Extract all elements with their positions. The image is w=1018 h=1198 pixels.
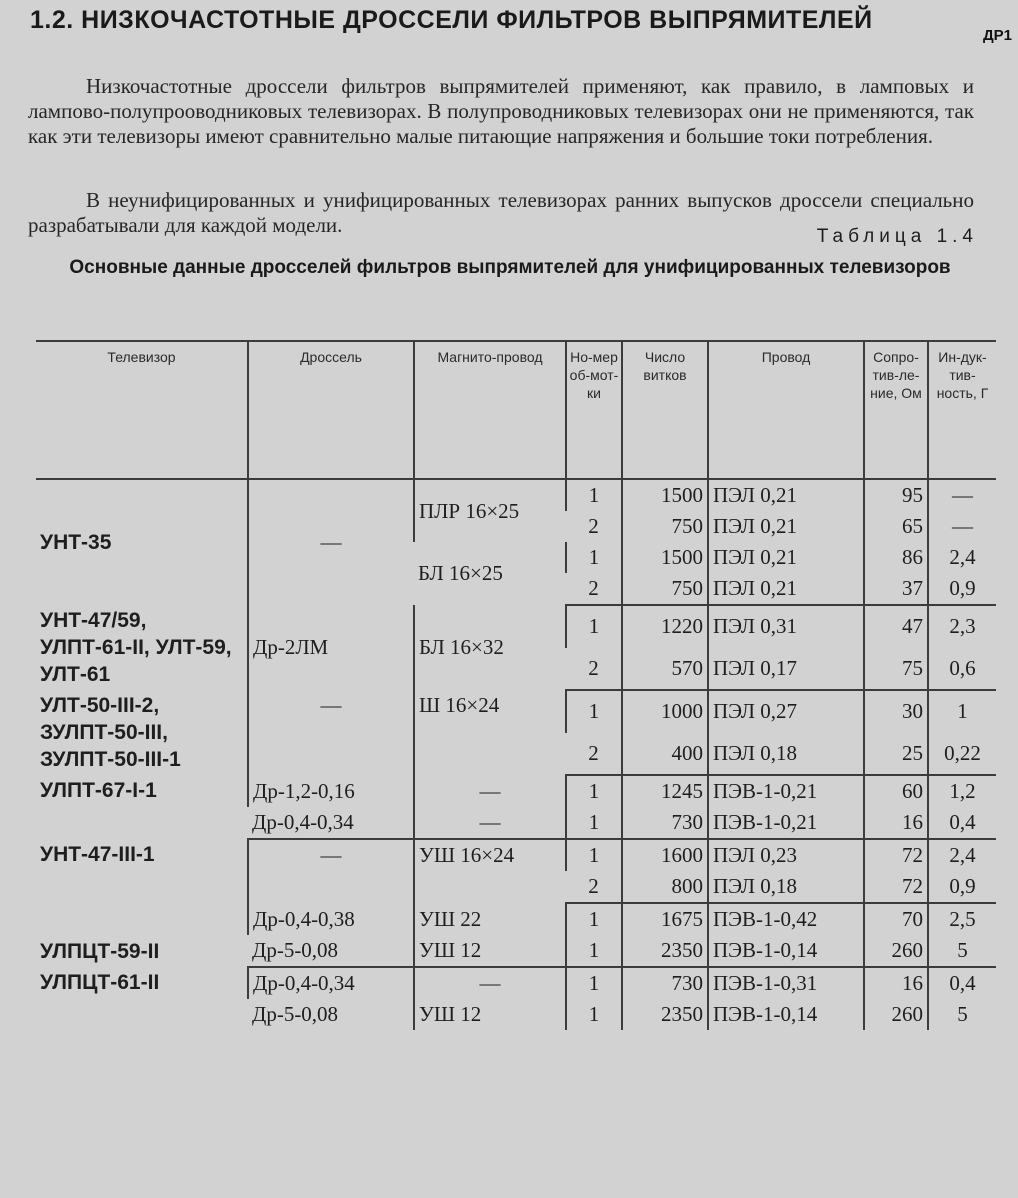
cell-winding: 2 bbox=[566, 648, 622, 691]
cell-core: — bbox=[414, 775, 566, 807]
cell-turns: 2350 bbox=[622, 999, 708, 1030]
header-wire: Провод bbox=[708, 341, 864, 479]
cell-choke: Др-2ЛМ bbox=[248, 605, 414, 690]
cell-inductance: 2,4 bbox=[928, 542, 996, 573]
cell-tv: УНТ-47-III-1 bbox=[40, 843, 155, 866]
cell-inductance: 0,9 bbox=[928, 871, 996, 903]
cell-inductance: 5 bbox=[928, 999, 996, 1030]
table-caption: Основные данные дросселей фильтров выпрямителей для унифицированных телевизоров bbox=[69, 257, 951, 278]
cell-turns: 730 bbox=[622, 807, 708, 839]
cell-resistance: 16 bbox=[864, 967, 928, 999]
cell-wire: ПЭЛ 0,21 bbox=[708, 542, 864, 573]
cell-core: УШ 16×24 bbox=[414, 839, 566, 903]
cell-wire: ПЭЛ 0,21 bbox=[708, 573, 864, 605]
header-choke: Дроссель bbox=[248, 341, 414, 479]
cell-winding: 1 bbox=[566, 807, 622, 839]
cell-resistance: 25 bbox=[864, 733, 928, 776]
cell-turns: 750 bbox=[622, 511, 708, 542]
table-row bbox=[36, 479, 996, 511]
cell-inductance: 0,22 bbox=[928, 733, 996, 776]
cell-resistance: 86 bbox=[864, 542, 928, 573]
cell-tv: УЛПЦТ-61-II bbox=[40, 971, 160, 994]
cell-winding: 1 bbox=[566, 903, 622, 935]
cell-wire: ПЭВ-1-0,21 bbox=[708, 807, 864, 839]
cell-winding: 1 bbox=[566, 542, 622, 573]
cell-wire: ПЭЛ 0,18 bbox=[708, 733, 864, 776]
cell-resistance: 60 bbox=[864, 775, 928, 807]
cell-inductance: 1 bbox=[928, 690, 996, 733]
cell-choke: Др-0,4-0,34 bbox=[248, 807, 414, 839]
cell-wire: ПЭЛ 0,17 bbox=[708, 648, 864, 691]
cell-inductance: 2,3 bbox=[928, 605, 996, 648]
cell-winding: 1 bbox=[566, 935, 622, 967]
cell-core: УШ 12 bbox=[414, 935, 566, 967]
cell-turns: 1500 bbox=[622, 542, 708, 573]
cell-turns: 1500 bbox=[622, 479, 708, 511]
cell-turns: 800 bbox=[622, 871, 708, 903]
cell-choke: — bbox=[248, 690, 414, 775]
cell-choke: Др-0,4-0,34 bbox=[248, 967, 414, 999]
cell-wire: ПЭВ-1-0,42 bbox=[708, 903, 864, 935]
header-core: Магнито-провод bbox=[414, 341, 566, 479]
cell-resistance: 47 bbox=[864, 605, 928, 648]
cell-tv: УЛПТ-67-I-1 bbox=[40, 779, 157, 802]
cell-inductance: 5 bbox=[928, 935, 996, 967]
cell-resistance: 75 bbox=[864, 648, 928, 691]
cell-turns: 570 bbox=[622, 648, 708, 691]
cell-wire: ПЭВ-1-0,31 bbox=[708, 967, 864, 999]
cell-core: УШ 22 bbox=[414, 903, 566, 935]
cell-winding: 1 bbox=[566, 479, 622, 511]
cell-wire: ПЭВ-1-0,21 bbox=[708, 775, 864, 807]
cell-turns: 1000 bbox=[622, 690, 708, 733]
cell-inductance: 0,9 bbox=[928, 573, 996, 605]
cell-turns: 730 bbox=[622, 967, 708, 999]
cell-turns: 1600 bbox=[622, 839, 708, 871]
section-heading: 1.2. НИЗКОЧАСТОТНЫЕ ДРОССЕЛИ ФИЛЬТРОВ ВЫПРЯМИТЕЛЕЙ bbox=[30, 6, 873, 34]
cell-resistance: 72 bbox=[864, 871, 928, 903]
cell-winding: 1 bbox=[566, 775, 622, 807]
cell-wire: ПЭЛ 0,18 bbox=[708, 871, 864, 903]
cell-resistance: 260 bbox=[864, 999, 928, 1030]
cell-inductance: 0,4 bbox=[928, 967, 996, 999]
cell-resistance: 260 bbox=[864, 935, 928, 967]
table-number-label: Таблица 1.4 bbox=[816, 226, 978, 247]
cell-turns: 2350 bbox=[622, 935, 708, 967]
cell-core: ПЛР 16×25 bbox=[414, 479, 566, 542]
paragraph-1: Низкочастотные дроссели фильтров выпрямителей применяют, как правило, в ламповых и лампово-полупрооводниковых телевизорах. В полупроводниковых телевизорах они не применяются, так как эти телевизоры имеют сравнительно малые питающие напряжения и большие токи потребления. bbox=[28, 74, 974, 148]
cell-turns: 750 bbox=[622, 573, 708, 605]
cell-tv: УЛТ-50-III-2, ЗУЛПТ-50-III, ЗУЛПТ-50-III-1 bbox=[40, 694, 181, 771]
cell-winding: 2 bbox=[566, 733, 622, 776]
cell-choke: — bbox=[248, 479, 414, 605]
cell-winding: 1 bbox=[566, 690, 622, 733]
cell-inductance: 0,6 bbox=[928, 648, 996, 691]
cell-resistance: 65 bbox=[864, 511, 928, 542]
cell-core: — bbox=[414, 807, 566, 839]
cell-inductance: — bbox=[928, 479, 996, 511]
cell-inductance: — bbox=[928, 511, 996, 542]
cell-tv: УНТ-47/59, УЛПТ-61-II, УЛТ-59, УЛТ-61 bbox=[40, 609, 232, 686]
header-inductance: Ин-дук-тив-ность, Г bbox=[928, 341, 996, 479]
cell-resistance: 95 bbox=[864, 479, 928, 511]
cell-turns: 1220 bbox=[622, 605, 708, 648]
table-row bbox=[36, 903, 996, 935]
cell-wire: ПЭЛ 0,23 bbox=[708, 839, 864, 871]
cell-wire: ПЭВ-1-0,14 bbox=[708, 935, 864, 967]
cell-wire: ПЭЛ 0,31 bbox=[708, 605, 864, 648]
cell-resistance: 37 bbox=[864, 573, 928, 605]
cell-tv: УНТ-35 bbox=[40, 531, 112, 554]
table-row bbox=[36, 690, 996, 733]
cell-winding: 2 bbox=[566, 573, 622, 605]
cell-wire: ПЭВ-1-0,14 bbox=[708, 999, 864, 1030]
table-row bbox=[36, 775, 996, 807]
cell-resistance: 30 bbox=[864, 690, 928, 733]
cell-inductance: 1,2 bbox=[928, 775, 996, 807]
header-turns: Число витков bbox=[622, 341, 708, 479]
cell-wire: ПЭЛ 0,27 bbox=[708, 690, 864, 733]
cell-core: БЛ 16×25 bbox=[418, 561, 503, 585]
cell-choke: Др-5-0,08 bbox=[248, 935, 414, 967]
cell-core: УШ 12 bbox=[414, 999, 566, 1030]
cell-winding: 1 bbox=[566, 605, 622, 648]
table-row bbox=[36, 967, 996, 999]
cell-core: — bbox=[414, 967, 566, 999]
header-resistance: Сопро-тив-ле-ние, Ом bbox=[864, 341, 928, 479]
cell-turns: 1245 bbox=[622, 775, 708, 807]
cell-tv: УЛПЦТ-59-II bbox=[40, 940, 160, 963]
paragraph-2: В неунифицированных и унифицированных телевизорах ранних выпусков дроссели специально разрабатывали для каждой модели. bbox=[28, 188, 974, 237]
cell-choke: Др-5-0,08 bbox=[252, 1002, 339, 1026]
cell-wire: ПЭЛ 0,21 bbox=[708, 511, 864, 542]
cell-inductance: 2,5 bbox=[928, 903, 996, 935]
cell-inductance: 2,4 bbox=[928, 839, 996, 871]
cell-winding: 1 bbox=[566, 967, 622, 999]
table-row bbox=[36, 605, 996, 648]
header-tv: Телевизор bbox=[36, 341, 248, 479]
cell-winding: 2 bbox=[566, 871, 622, 903]
cell-core: Ш 16×24 bbox=[414, 690, 566, 775]
cell-wire: ПЭЛ 0,21 bbox=[708, 479, 864, 511]
table-header-row bbox=[36, 341, 996, 479]
corner-tag: ДР1 bbox=[982, 27, 1012, 44]
header-winding: Но-мер об-мот-ки bbox=[566, 341, 622, 479]
cell-choke: — bbox=[248, 839, 414, 903]
cell-choke: Др-1,2-0,16 bbox=[248, 775, 414, 807]
cell-winding: 1 bbox=[566, 999, 622, 1030]
cell-resistance: 72 bbox=[864, 839, 928, 871]
cell-winding: 2 bbox=[588, 514, 599, 538]
cell-core: БЛ 16×32 bbox=[414, 605, 566, 690]
cell-choke: Др-0,4-0,38 bbox=[248, 903, 414, 935]
cell-turns: 400 bbox=[622, 733, 708, 776]
cell-resistance: 70 bbox=[864, 903, 928, 935]
table-row bbox=[36, 839, 996, 871]
chokes-table bbox=[36, 340, 996, 1030]
cell-turns: 1675 bbox=[622, 903, 708, 935]
cell-resistance: 16 bbox=[864, 807, 928, 839]
cell-inductance: 0,4 bbox=[928, 807, 996, 839]
cell-winding: 1 bbox=[566, 839, 622, 871]
